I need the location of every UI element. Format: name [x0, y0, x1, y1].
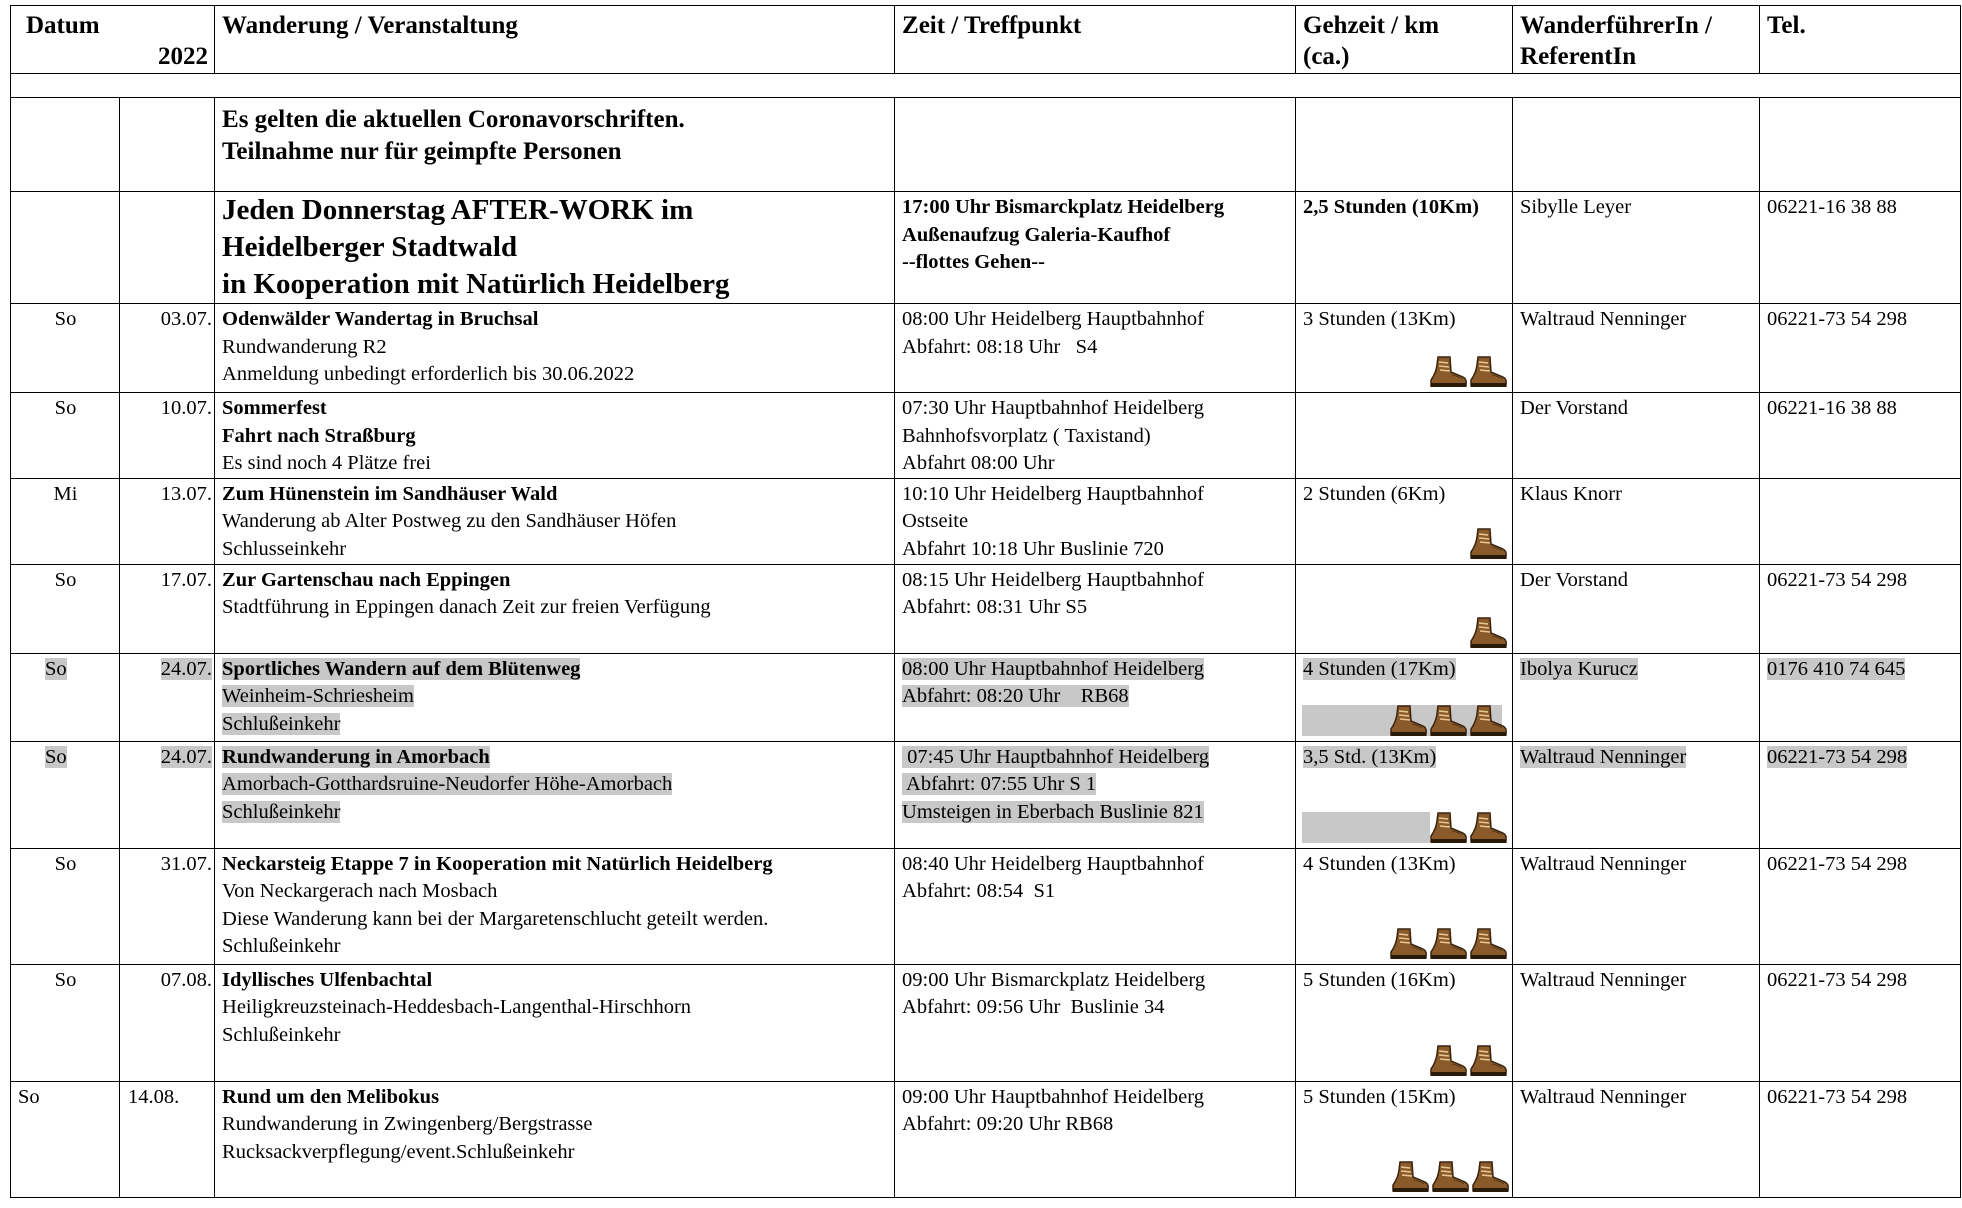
- event-desc-text: Anmeldung unbedingt erforderlich bis 30.06.2022: [222, 363, 635, 385]
- notice-line2: Teilnahme nur für geimpfte Personen: [222, 138, 622, 165]
- zeit-text: 07:30 Uhr Hauptbahnhof Heidelberg: [902, 397, 1204, 419]
- cell-gehzeit: [1296, 478, 1513, 564]
- event-title-text: Neckarsteig Etappe 7 in Kooperation mit Natürlich Heidelberg: [222, 852, 773, 875]
- table-row: [11, 304, 1961, 393]
- hiking-boot-icon: [1388, 704, 1428, 738]
- gehzeit-value: 5 Stunden (15Km): [1303, 1085, 1456, 1108]
- gehzeit-text: [1303, 851, 1506, 879]
- table-row: [11, 964, 1961, 1081]
- cell-zeit: [895, 393, 1296, 479]
- notice-empty-2: [120, 98, 215, 192]
- event-desc-text: Schlußeinkehr: [222, 1023, 341, 1046]
- difficulty-boots: [1468, 616, 1508, 650]
- zeit-text: Ostseite: [902, 510, 969, 532]
- zeit-line: [902, 656, 1289, 684]
- event-title: [222, 306, 888, 334]
- spacer-cell: [11, 74, 1961, 98]
- cell-zeit: [895, 564, 1296, 653]
- event-title: [222, 395, 888, 423]
- day-label: So: [54, 568, 77, 591]
- date-label: 24.07.: [160, 657, 213, 680]
- cell-tel: [1760, 478, 1961, 564]
- zeit-line: [902, 567, 1289, 595]
- event-desc-text: Stadtführung in Eppingen danach Zeit zur freien Verfügung: [222, 596, 711, 618]
- event-title: [222, 967, 888, 995]
- cell-date: [120, 741, 215, 848]
- event-desc: [222, 994, 888, 1022]
- zeit-text: Abfahrt: 07:55 Uhr S 1: [902, 773, 1097, 795]
- gehzeit-value: 3 Stunden (13Km): [1303, 308, 1456, 330]
- event-desc-text: Rundwanderung in Zwingenberg/Bergstrasse: [222, 1113, 593, 1135]
- difficulty-boots: [1390, 1160, 1510, 1194]
- cell-tel: [1760, 304, 1961, 393]
- zeit-line: [902, 395, 1289, 423]
- tel-number: 06221-16 38 88: [1767, 397, 1897, 419]
- afterwork-zeit: [895, 192, 1296, 304]
- header-fuehrer-1: WanderführerIn /: [1520, 12, 1712, 39]
- cell-fuehrer: [1513, 1081, 1760, 1197]
- event-desc: [222, 361, 888, 389]
- zeit-line: [902, 1084, 1289, 1112]
- afterwork-empty-2: [120, 192, 215, 304]
- cell-tel: [1760, 1081, 1961, 1197]
- table-row: [11, 393, 1961, 479]
- tel-number: 06221-73 54 298: [1767, 1085, 1908, 1108]
- hiking-boot-icon: [1428, 704, 1468, 738]
- cell-gehzeit: [1296, 1081, 1513, 1197]
- event-title: [222, 481, 888, 509]
- event-title: [222, 1084, 888, 1112]
- afterwork-zeit1: 17:00 Uhr Bismarckplatz Heidelberg: [902, 196, 1225, 218]
- zeit-line: [902, 851, 1289, 879]
- afterwork-title1: Jeden Donnerstag AFTER-WORK im: [222, 194, 694, 226]
- difficulty-boots: [1428, 1044, 1508, 1078]
- event-desc: [222, 878, 888, 906]
- cell-date: [120, 478, 215, 564]
- cell-event: [215, 1081, 895, 1197]
- cell-tel: [1760, 653, 1961, 741]
- event-desc: [222, 799, 888, 827]
- event-title: [222, 851, 888, 879]
- afterwork-tel: 06221-16 38 88: [1760, 192, 1961, 304]
- afterwork-gehzeit: 2,5 Stunden (10Km): [1296, 192, 1513, 304]
- fuehrer-name: Der Vorstand: [1520, 568, 1629, 591]
- event-desc: [222, 683, 888, 711]
- zeit-text: Abfahrt: 08:31 Uhr S5: [902, 596, 1088, 618]
- afterwork-row: [11, 192, 1961, 304]
- event-desc-text: Schlusseinkehr: [222, 537, 347, 560]
- event-title-text: Rund um den Melibokus: [222, 1085, 440, 1108]
- event-desc-text: Rundwanderung R2: [222, 335, 387, 358]
- date-label: 14.08.: [128, 1085, 180, 1108]
- cell-event: [215, 964, 895, 1081]
- zeit-line: [902, 594, 1289, 622]
- hiking-boot-icon: [1390, 1160, 1430, 1194]
- table-row: [11, 1081, 1961, 1197]
- event-desc: [222, 1111, 888, 1139]
- event-desc: [222, 594, 888, 622]
- gehzeit-text: [1303, 656, 1506, 684]
- cell-gehzeit: [1296, 964, 1513, 1081]
- date-label: 03.07.: [160, 308, 213, 330]
- cell-date: [120, 964, 215, 1081]
- event-title: [222, 656, 888, 684]
- cell-event: [215, 478, 895, 564]
- header-fuehrer: [1513, 6, 1760, 74]
- day-label: So: [45, 745, 67, 768]
- header-fuehrer-2: ReferentIn: [1520, 43, 1637, 70]
- gehzeit-value: 2 Stunden (6Km): [1303, 482, 1446, 505]
- day-label: Mi: [53, 482, 78, 505]
- notice-empty-4: [1296, 98, 1513, 192]
- cell-day: [11, 1081, 120, 1197]
- zeit-line: [902, 306, 1289, 334]
- zeit-line: [902, 423, 1289, 451]
- zeit-text: Umsteigen in Eberbach Buslinie 821: [902, 800, 1204, 823]
- zeit-text: Abfahrt: 09:20 Uhr RB68: [902, 1113, 1114, 1135]
- cell-day: [11, 741, 120, 848]
- header-tel: Tel.: [1760, 6, 1961, 74]
- hiking-boot-icon: [1388, 927, 1428, 961]
- notice-cell: [215, 98, 895, 192]
- date-label: 07.08.: [160, 968, 213, 991]
- event-desc: [222, 508, 888, 536]
- hiking-boot-icon: [1468, 527, 1508, 561]
- event-subtitle: Fahrt nach Straßburg: [222, 424, 416, 447]
- zeit-line: [902, 878, 1289, 906]
- cell-fuehrer: [1513, 964, 1760, 1081]
- fuehrer-name: Waltraud Nenninger: [1520, 745, 1687, 768]
- event-title-text: Zum Hünenstein im Sandhäuser Wald: [222, 482, 558, 505]
- event-desc: [222, 771, 888, 799]
- gehzeit-value: 4 Stunden (13Km): [1303, 852, 1456, 875]
- cell-gehzeit: [1296, 741, 1513, 848]
- notice-empty-1: [11, 98, 120, 192]
- cell-tel: [1760, 848, 1961, 964]
- tel-number: 06221-73 54 298: [1767, 308, 1908, 330]
- cell-zeit: [895, 848, 1296, 964]
- event-desc: [222, 450, 888, 478]
- zeit-text: Abfahrt: 08:54 S1: [902, 880, 1056, 902]
- cell-zeit: [895, 964, 1296, 1081]
- notice-empty-5: [1513, 98, 1760, 192]
- events-table: [10, 5, 1961, 1198]
- cell-zeit: [895, 1081, 1296, 1197]
- event-desc-text: Weinheim-Schriesheim: [222, 685, 414, 707]
- hiking-boot-icon: [1468, 811, 1508, 845]
- zeit-text: Abfahrt 10:18 Uhr Buslinie 720: [902, 537, 1164, 560]
- tel-number: 06221-73 54 298: [1767, 852, 1908, 875]
- tel-number: 06221-73 54 298: [1767, 968, 1908, 991]
- cell-fuehrer: [1513, 304, 1760, 393]
- hiking-boot-icon: [1468, 704, 1508, 738]
- header-gehzeit: [1296, 6, 1513, 74]
- zeit-line: [902, 334, 1289, 362]
- header-gehzeit-1: Gehzeit / km: [1303, 12, 1440, 39]
- cell-gehzeit: [1296, 304, 1513, 393]
- zeit-line: [902, 771, 1289, 799]
- cell-zeit: [895, 741, 1296, 848]
- cell-tel: [1760, 393, 1961, 479]
- cell-day: [11, 478, 120, 564]
- zeit-text: Abfahrt: 09:56 Uhr Buslinie 34: [902, 996, 1165, 1018]
- cell-fuehrer: [1513, 741, 1760, 848]
- zeit-text: 08:40 Uhr Heidelberg Hauptbahnhof: [902, 852, 1204, 875]
- cell-fuehrer: [1513, 478, 1760, 564]
- tel-number: 06221-73 54 298: [1767, 568, 1908, 591]
- zeit-text: 10:10 Uhr Heidelberg Hauptbahnhof: [902, 482, 1204, 505]
- gehzeit-value: 5 Stunden (16Km): [1303, 968, 1456, 991]
- gehzeit-value: 3,5 Std. (13Km): [1303, 745, 1437, 768]
- day-label: So: [54, 968, 77, 991]
- cell-event: [215, 564, 895, 653]
- cell-day: [11, 964, 120, 1081]
- cell-zeit: [895, 653, 1296, 741]
- fuehrer-name: Ibolya Kurucz: [1520, 657, 1638, 680]
- cell-date: [120, 1081, 215, 1197]
- header-datum: [11, 6, 215, 74]
- cell-event: [215, 653, 895, 741]
- zeit-line: [902, 1111, 1289, 1139]
- event-title: [222, 744, 888, 772]
- fuehrer-name: Der Vorstand: [1520, 397, 1629, 419]
- hiking-boot-icon: [1430, 1160, 1470, 1194]
- cell-gehzeit: [1296, 393, 1513, 479]
- zeit-text: 08:00 Uhr Hauptbahnhof Heidelberg: [902, 657, 1204, 680]
- zeit-text: 08:00 Uhr Heidelberg Hauptbahnhof: [902, 308, 1204, 330]
- zeit-text: 09:00 Uhr Hauptbahnhof Heidelberg: [902, 1085, 1204, 1108]
- cell-tel: [1760, 564, 1961, 653]
- header-datum-label: Datum: [26, 12, 100, 39]
- notice-row: [11, 98, 1961, 192]
- event-title-text: Rundwanderung in Amorbach: [222, 745, 490, 768]
- event-desc-text: Von Neckargerach nach Mosbach: [222, 880, 498, 902]
- cell-day: [11, 848, 120, 964]
- event-desc-text: Es sind noch 4 Plätze frei: [222, 452, 431, 474]
- cell-day: [11, 564, 120, 653]
- header-row: [11, 6, 1961, 74]
- zeit-line: [902, 508, 1289, 536]
- zeit-text: 09:00 Uhr Bismarckplatz Heidelberg: [902, 968, 1206, 991]
- afterwork-zeit3: --flottes Gehen--: [902, 251, 1045, 273]
- hiking-boot-icon: [1468, 355, 1508, 389]
- event-desc: [222, 906, 888, 934]
- cell-gehzeit: [1296, 848, 1513, 964]
- gehzeit-text: [1303, 306, 1506, 334]
- day-label: So: [54, 397, 77, 419]
- table-row: [11, 848, 1961, 964]
- event-desc: [222, 933, 888, 961]
- event-title-text: Idyllisches Ulfenbachtal: [222, 968, 433, 991]
- cell-event: [215, 848, 895, 964]
- gehzeit-text: [1303, 967, 1506, 995]
- fuehrer-name: Waltraud Nenninger: [1520, 968, 1687, 991]
- notice-line1: Es gelten die aktuellen Coronavorschriften.: [222, 106, 685, 133]
- date-label: 24.07.: [160, 745, 213, 768]
- header-gehzeit-2: (ca.): [1303, 43, 1350, 70]
- cell-gehzeit: [1296, 564, 1513, 653]
- cell-date: [120, 564, 215, 653]
- event-desc-text: Heiligkreuzsteinach-Heddesbach-Langenthal-Hirschhorn: [222, 996, 692, 1018]
- event-desc-text: Schlußeinkehr: [222, 712, 341, 735]
- date-label: 17.07.: [160, 568, 213, 591]
- cell-day: [11, 393, 120, 479]
- afterwork-fuehrer: Sibylle Leyer: [1513, 192, 1760, 304]
- zeit-line: [902, 683, 1289, 711]
- day-label: So: [18, 1085, 40, 1108]
- difficulty-boots: [1388, 927, 1508, 961]
- table-row: [11, 478, 1961, 564]
- event-desc: [222, 711, 888, 739]
- event-desc-text: Schlußeinkehr: [222, 935, 341, 957]
- event-desc-text: Rucksackverpflegung/event.Schlußeinkehr: [222, 1140, 575, 1163]
- difficulty-boots: [1428, 355, 1508, 389]
- zeit-text: Bahnhofsvorplatz ( Taxistand): [902, 424, 1151, 447]
- cell-date: [120, 653, 215, 741]
- difficulty-boots: [1428, 811, 1508, 845]
- hiking-boot-icon: [1468, 927, 1508, 961]
- cell-day: [11, 304, 120, 393]
- difficulty-boots: [1388, 704, 1508, 738]
- hiking-boot-icon: [1428, 927, 1468, 961]
- zeit-line: [902, 967, 1289, 995]
- event-title-text: Sommerfest: [222, 397, 327, 419]
- zeit-text: Abfahrt: 08:18 Uhr S4: [902, 335, 1098, 358]
- hiking-boot-icon: [1428, 1044, 1468, 1078]
- fuehrer-name: Waltraud Nenninger: [1520, 852, 1687, 875]
- hiking-boot-icon: [1470, 1160, 1510, 1194]
- cell-fuehrer: [1513, 653, 1760, 741]
- day-label: So: [54, 852, 77, 875]
- afterwork-title: [215, 192, 895, 304]
- fuehrer-name: Klaus Knorr: [1520, 482, 1622, 505]
- event-title: [222, 567, 888, 595]
- notice-empty-3: [895, 98, 1296, 192]
- header-year: 2022: [158, 43, 209, 70]
- cell-fuehrer: [1513, 564, 1760, 653]
- table-row: [11, 741, 1961, 848]
- cell-event: [215, 393, 895, 479]
- afterwork-title2: Heidelberger Stadtwald: [222, 231, 518, 263]
- cell-date: [120, 304, 215, 393]
- day-label: So: [45, 657, 67, 680]
- zeit-text: 07:45 Uhr Hauptbahnhof Heidelberg: [902, 745, 1210, 768]
- afterwork-title3: in Kooperation mit Natürlich Heidelberg: [222, 268, 730, 300]
- gehzeit-text: [1303, 744, 1506, 772]
- cell-tel: [1760, 964, 1961, 1081]
- cell-date: [120, 848, 215, 964]
- notice-empty-6: [1760, 98, 1961, 192]
- fuehrer-name: Waltraud Nenninger: [1520, 1085, 1687, 1108]
- tel-number: 0176 410 74 645: [1767, 657, 1906, 680]
- event-desc-text: Wanderung ab Alter Postweg zu den Sandhäuser Höfen: [222, 510, 677, 532]
- date-label: 10.07.: [160, 397, 213, 419]
- cell-fuehrer: [1513, 848, 1760, 964]
- event-rows: [11, 304, 1961, 1198]
- cell-event: [215, 304, 895, 393]
- cell-date: [120, 393, 215, 479]
- cell-event: [215, 741, 895, 848]
- zeit-line: [902, 450, 1289, 478]
- zeit-line: [902, 481, 1289, 509]
- hiking-boot-icon: [1468, 1044, 1508, 1078]
- afterwork-zeit2: Außenaufzug Galeria-Kaufhof: [902, 223, 1171, 246]
- fuehrer-name: Waltraud Nenninger: [1520, 308, 1687, 330]
- day-label: So: [54, 308, 77, 330]
- event-desc-text: Amorbach-Gotthardsruine-Neudorfer Höhe-Amorbach: [222, 773, 673, 795]
- event-desc: [222, 1139, 888, 1167]
- zeit-line: [902, 994, 1289, 1022]
- gehzeit-text: [1303, 1084, 1506, 1112]
- hiking-boot-icon: [1428, 355, 1468, 389]
- spacer-row: [11, 74, 1961, 98]
- cell-gehzeit: [1296, 653, 1513, 741]
- event-desc-text: Diese Wanderung kann bei der Margaretenschlucht geteilt werden.: [222, 907, 769, 930]
- hiking-boot-icon: [1428, 811, 1468, 845]
- table-row: [11, 564, 1961, 653]
- afterwork-empty-1: [11, 192, 120, 304]
- header-wanderung: Wanderung / Veranstaltung: [215, 6, 895, 74]
- zeit-line: [902, 744, 1289, 772]
- gehzeit-text: [1303, 481, 1506, 509]
- difficulty-boots: [1468, 527, 1508, 561]
- hiking-boot-icon: [1468, 616, 1508, 650]
- event-desc-text: Schlußeinkehr: [222, 800, 341, 823]
- event-desc: [222, 536, 888, 564]
- event-title-text: Odenwälder Wandertag in Bruchsal: [222, 308, 539, 330]
- gehzeit-value: 4 Stunden (17Km): [1303, 657, 1456, 680]
- zeit-text: Abfahrt: 08:20 Uhr RB68: [902, 685, 1129, 707]
- tel-number: 06221-73 54 298: [1767, 745, 1908, 768]
- difficulty-bar: [1302, 812, 1430, 843]
- cell-day: [11, 653, 120, 741]
- header-zeit: Zeit / Treffpunkt: [895, 6, 1296, 74]
- zeit-text: Abfahrt 08:00 Uhr: [902, 452, 1055, 474]
- event-desc: [222, 1022, 888, 1050]
- event-desc: [222, 334, 888, 362]
- cell-zeit: [895, 304, 1296, 393]
- event-title-text: Zur Gartenschau nach Eppingen: [222, 568, 511, 591]
- zeit-text: 08:15 Uhr Heidelberg Hauptbahnhof: [902, 568, 1204, 591]
- cell-fuehrer: [1513, 393, 1760, 479]
- date-label: 31.07.: [160, 852, 213, 875]
- zeit-line: [902, 536, 1289, 564]
- cell-zeit: [895, 478, 1296, 564]
- table-row: [11, 653, 1961, 741]
- date-label: 13.07.: [160, 482, 213, 505]
- event-title-text: Sportliches Wandern auf dem Blütenweg: [222, 657, 581, 680]
- cell-tel: [1760, 741, 1961, 848]
- zeit-line: [902, 799, 1289, 827]
